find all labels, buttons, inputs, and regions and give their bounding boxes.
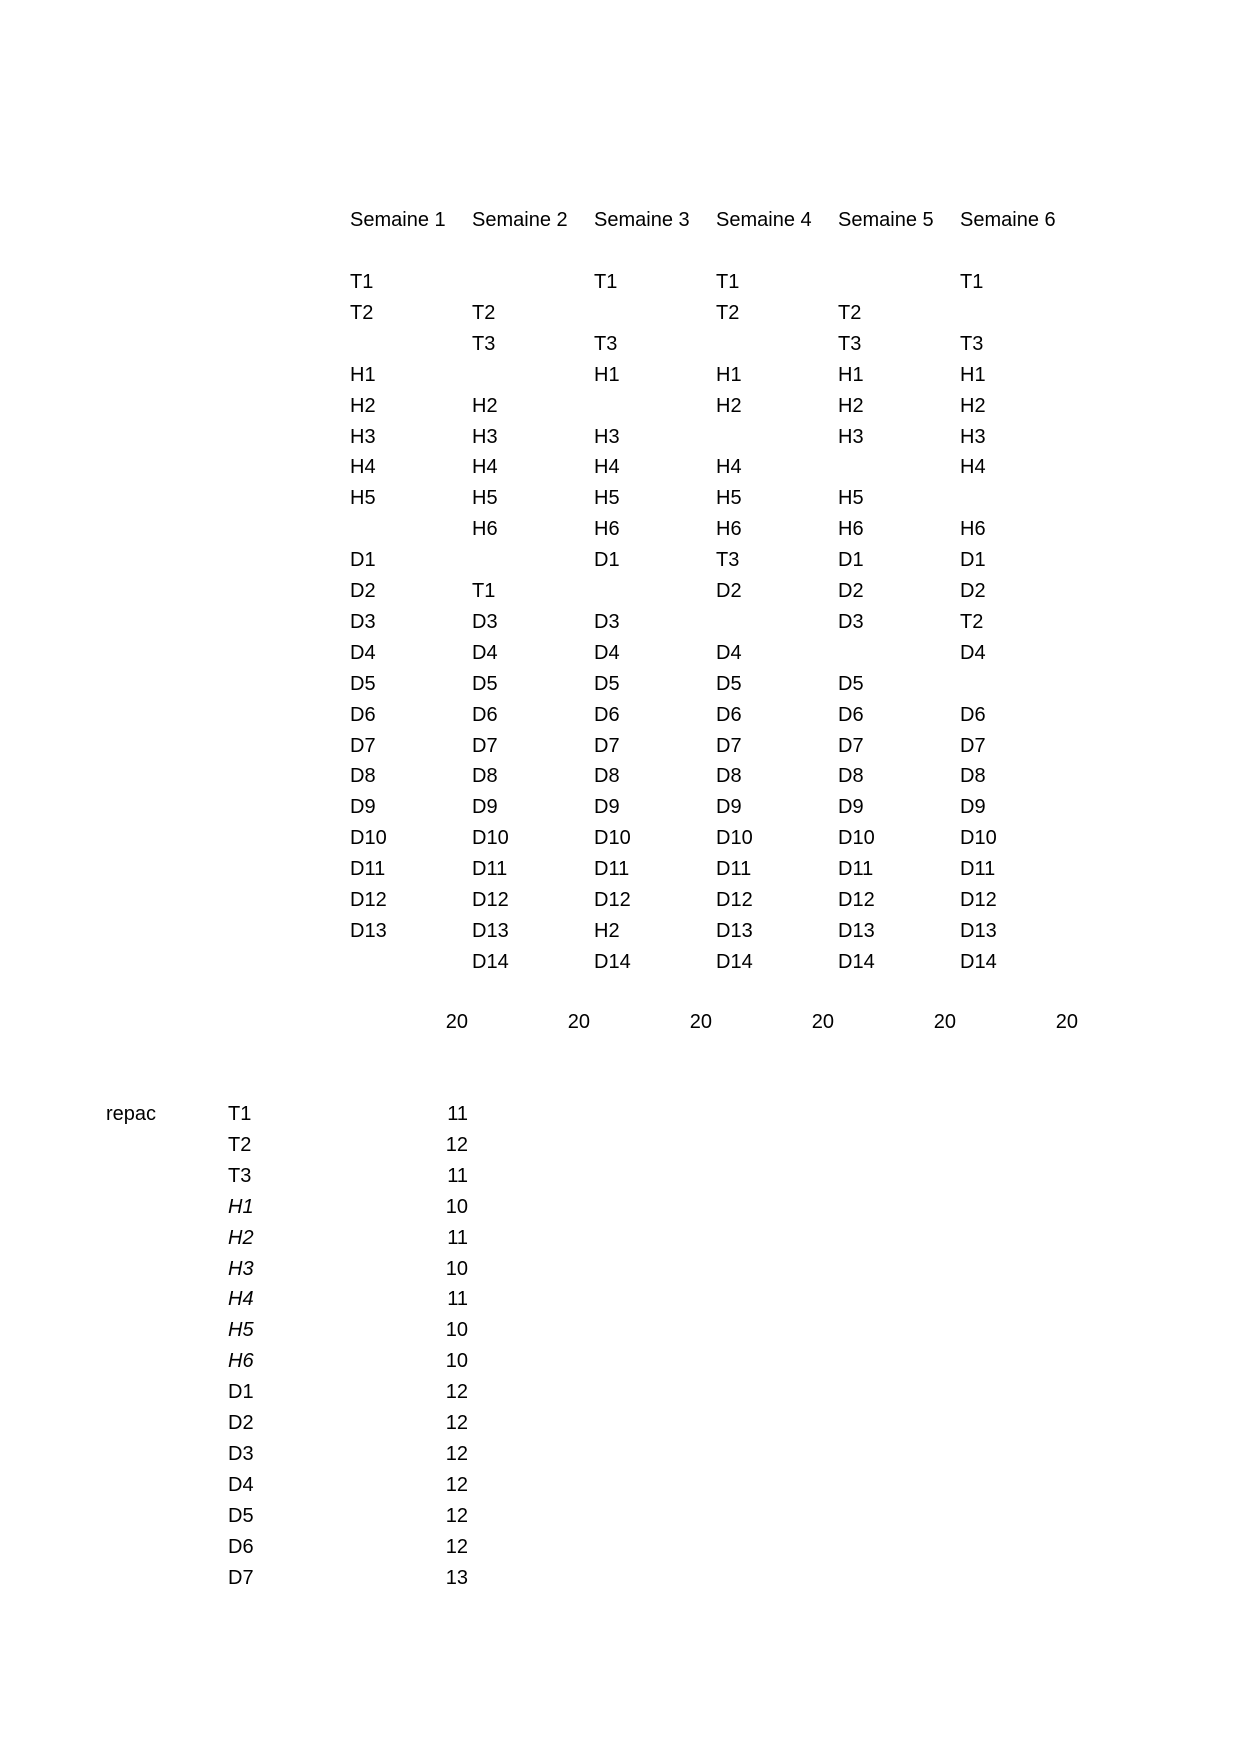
schedule-cell: H2 xyxy=(960,394,986,417)
summary-item-count: 12 xyxy=(445,1381,468,1404)
schedule-cell: H1 xyxy=(716,363,742,386)
schedule-cell: D10 xyxy=(472,827,509,850)
schedule-cell: T3 xyxy=(716,549,740,572)
schedule-cell: D1 xyxy=(594,549,620,572)
schedule-cell: H5 xyxy=(716,487,742,510)
schedule-cell: D6 xyxy=(472,703,498,726)
schedule-cell: D8 xyxy=(472,765,498,788)
schedule-cell: D5 xyxy=(472,672,498,695)
schedule-cell: D12 xyxy=(838,889,875,911)
schedule-cell: D11 xyxy=(960,858,996,881)
summary-item-count: 11 xyxy=(447,1103,468,1125)
schedule-cell: D14 xyxy=(838,950,875,973)
schedule-cell: T2 xyxy=(716,301,740,324)
week-header: Semaine 3 xyxy=(594,209,690,231)
schedule-cell: D14 xyxy=(594,950,631,973)
schedule-cell: H6 xyxy=(472,518,498,541)
week-header: Semaine 6 xyxy=(960,209,1056,231)
schedule-cell: H5 xyxy=(594,487,620,510)
summary-item-name: D1 xyxy=(228,1381,254,1404)
summary-item-count: 10 xyxy=(445,1195,468,1218)
week-header: Semaine 4 xyxy=(716,209,812,231)
schedule-cell: D12 xyxy=(594,889,631,911)
schedule-cell: D9 xyxy=(716,796,742,819)
schedule-cell: H2 xyxy=(472,394,498,417)
schedule-cell: T3 xyxy=(838,332,862,355)
schedule-cell: D10 xyxy=(838,827,875,850)
schedule-cell: D7 xyxy=(350,734,376,757)
schedule-cell: D7 xyxy=(960,734,986,757)
schedule-cell: H2 xyxy=(594,919,620,942)
schedule-cell: T2 xyxy=(350,301,374,324)
schedule-cell: H1 xyxy=(960,363,986,386)
schedule-cell: D8 xyxy=(838,765,864,788)
schedule-cell: D13 xyxy=(838,919,875,942)
schedule-cell: D11 xyxy=(350,858,386,881)
schedule-cell: D6 xyxy=(716,703,742,726)
schedule-cell: D3 xyxy=(472,610,498,633)
summary-item-name: H6 xyxy=(228,1350,254,1373)
schedule-cell: D11 xyxy=(472,858,508,881)
week-total: 20 xyxy=(689,1011,712,1033)
week-total: 20 xyxy=(1055,1011,1078,1033)
summary-item-count: 12 xyxy=(445,1133,468,1156)
schedule-cell: D4 xyxy=(472,641,498,664)
summary-item-name: T1 xyxy=(228,1103,252,1125)
week-header: Semaine 1 xyxy=(350,209,446,231)
schedule-cell: H4 xyxy=(960,456,986,479)
summary-item-name: H4 xyxy=(228,1288,254,1311)
schedule-cell: D10 xyxy=(350,827,387,850)
schedule-cell: D4 xyxy=(716,641,742,664)
schedule-cell: D11 xyxy=(838,858,874,881)
schedule-cell: D12 xyxy=(960,889,997,911)
summary-label: repac xyxy=(106,1103,157,1125)
schedule-cell: D2 xyxy=(350,580,376,602)
summary-item-name: D6 xyxy=(228,1535,254,1558)
schedule-cell: D9 xyxy=(472,796,498,819)
summary-item-name: H5 xyxy=(228,1319,254,1342)
schedule-cell: H3 xyxy=(350,425,376,448)
schedule-cell: D5 xyxy=(350,672,376,695)
schedule-cell: H3 xyxy=(472,425,498,448)
schedule-cell: H5 xyxy=(838,487,864,510)
summary-item-name: H3 xyxy=(228,1257,254,1280)
schedule-cell: D6 xyxy=(960,703,986,726)
summary-item-name: H1 xyxy=(228,1195,254,1218)
schedule-cell: H4 xyxy=(716,456,742,479)
schedule-cell: H1 xyxy=(594,363,620,386)
schedule-cell: D8 xyxy=(594,765,620,788)
week-total: 20 xyxy=(933,1011,956,1033)
schedule-cell: D13 xyxy=(716,919,753,942)
schedule-cell: D13 xyxy=(350,919,387,942)
schedule-cell: H3 xyxy=(960,425,986,448)
schedule-cell: D4 xyxy=(960,641,986,664)
week-header: Semaine 5 xyxy=(838,209,934,231)
summary-item-name: D5 xyxy=(228,1504,254,1527)
schedule-cell: D8 xyxy=(350,765,376,788)
schedule-cell: D14 xyxy=(960,950,997,973)
summary-item-count: 12 xyxy=(445,1412,468,1434)
schedule-cell: D9 xyxy=(838,796,864,819)
summary-item-name: D2 xyxy=(228,1412,254,1434)
summary-item-name: D4 xyxy=(228,1473,254,1496)
week-total: 20 xyxy=(445,1011,468,1033)
schedule-cell: H2 xyxy=(716,394,742,417)
summary-item-count: 10 xyxy=(445,1350,468,1373)
schedule-cell: D3 xyxy=(350,610,376,633)
schedule-cell: D2 xyxy=(716,580,742,602)
schedule-cell: D13 xyxy=(472,919,509,942)
schedule-cell: H4 xyxy=(594,456,620,479)
summary-item-name: D3 xyxy=(228,1442,254,1465)
schedule-cell: H4 xyxy=(472,456,498,479)
schedule-cell: H5 xyxy=(350,487,376,510)
summary-item-count: 12 xyxy=(445,1535,468,1558)
summary-item-count: 10 xyxy=(445,1319,468,1342)
summary-item-name: T3 xyxy=(228,1164,252,1187)
schedule-cell: T2 xyxy=(472,301,496,324)
schedule-cell: D7 xyxy=(716,734,742,757)
schedule-cell: T3 xyxy=(594,332,618,355)
schedule-cell: D9 xyxy=(960,796,986,819)
schedule-cell: D3 xyxy=(838,610,864,633)
schedule-cell: T3 xyxy=(960,332,984,355)
schedule-cell: D3 xyxy=(594,610,620,633)
schedule-cell: D8 xyxy=(960,765,986,788)
schedule-cell: D13 xyxy=(960,919,997,942)
schedule-cell: D5 xyxy=(594,672,620,695)
schedule-cell: H3 xyxy=(838,425,864,448)
schedule-cell: H4 xyxy=(350,456,376,479)
schedule-cell: H6 xyxy=(594,518,620,541)
summary-item-count: 11 xyxy=(447,1288,468,1311)
summary-item-count: 11 xyxy=(447,1164,468,1187)
summary-item-count: 12 xyxy=(445,1442,468,1465)
schedule-cell: T1 xyxy=(716,271,740,293)
schedule-cell: D12 xyxy=(716,889,753,911)
schedule-cell: T2 xyxy=(838,301,862,324)
schedule-cell: H1 xyxy=(838,363,864,386)
schedule-cell: D11 xyxy=(594,858,630,881)
schedule-cell: D1 xyxy=(960,549,986,572)
schedule-cell: H2 xyxy=(350,394,376,417)
schedule-cell: D5 xyxy=(838,672,864,695)
week-header: Semaine 2 xyxy=(472,209,568,231)
schedule-cell: D10 xyxy=(594,827,631,850)
schedule-cell: H3 xyxy=(594,425,620,448)
schedule-cell: D6 xyxy=(594,703,620,726)
schedule-cell: D2 xyxy=(960,580,986,602)
schedule-cell: D4 xyxy=(594,641,620,664)
schedule-cell: T1 xyxy=(350,271,374,293)
week-total: 20 xyxy=(811,1011,834,1033)
summary-item-count: 11 xyxy=(447,1226,468,1249)
schedule-cell: T3 xyxy=(472,332,496,355)
schedule-cell: D7 xyxy=(838,734,864,757)
schedule-cell: H6 xyxy=(960,518,986,541)
schedule-cell: D5 xyxy=(716,672,742,695)
summary-item-name: T2 xyxy=(228,1133,252,1156)
schedule-cell: D6 xyxy=(350,703,376,726)
week-total: 20 xyxy=(567,1011,590,1033)
schedule-cell: D10 xyxy=(960,827,997,850)
schedule-cell: D6 xyxy=(838,703,864,726)
schedule-cell: D9 xyxy=(594,796,620,819)
schedule-cell: T2 xyxy=(960,610,984,633)
schedule-cell: D1 xyxy=(350,549,376,572)
schedule-cell: D11 xyxy=(716,858,752,881)
schedule-cell: D12 xyxy=(350,889,387,911)
schedule-cell: D8 xyxy=(716,765,742,788)
summary-item-count: 12 xyxy=(445,1473,468,1496)
schedule-cell: T1 xyxy=(594,271,618,293)
schedule-cell: T1 xyxy=(960,271,984,293)
schedule-cell: D14 xyxy=(472,950,509,973)
schedule-cell: D10 xyxy=(716,827,753,850)
schedule-cell: H2 xyxy=(838,394,864,417)
summary-item-count: 10 xyxy=(445,1257,468,1280)
schedule-cell: D4 xyxy=(350,641,376,664)
schedule-cell: D14 xyxy=(716,950,753,973)
schedule-cell: D9 xyxy=(350,796,376,819)
schedule-cell: H1 xyxy=(350,363,376,386)
summary-item-count: 13 xyxy=(445,1566,468,1589)
summary-item-count: 12 xyxy=(445,1504,468,1527)
schedule-cell: H6 xyxy=(716,518,742,541)
schedule-cell: T1 xyxy=(472,580,496,602)
summary-item-name: H2 xyxy=(228,1226,254,1249)
schedule-cell: H6 xyxy=(838,518,864,541)
schedule-cell: D7 xyxy=(472,734,498,757)
summary-item-name: D7 xyxy=(228,1566,254,1589)
schedule-cell: D2 xyxy=(838,580,864,602)
schedule-cell: H5 xyxy=(472,487,498,510)
schedule-cell: D7 xyxy=(594,734,620,757)
schedule-cell: D1 xyxy=(838,549,864,572)
schedule-cell: D12 xyxy=(472,889,509,911)
